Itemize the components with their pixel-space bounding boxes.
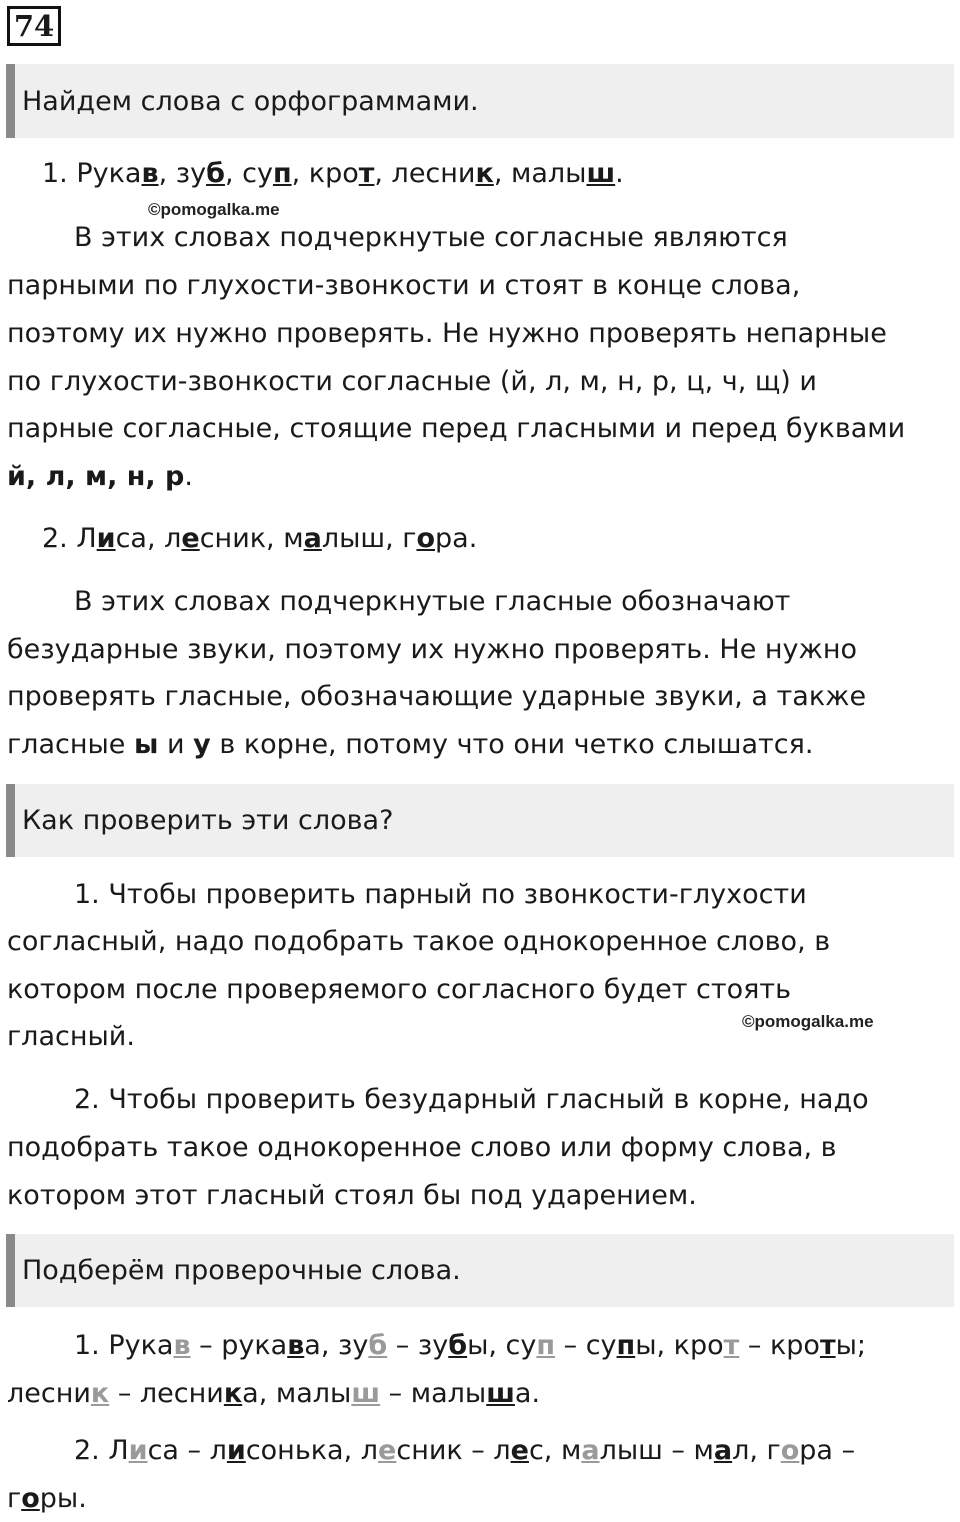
paragraph-line: котором после проверяемого согласного будет стоять	[7, 974, 792, 1005]
paragraph-line: гласные ы и у в корне, потому что они четко слышатся.	[7, 729, 814, 760]
paragraph-line: парными по глухости-звонкости и стоят в конце слова,	[7, 270, 801, 301]
vowel-words-line: 2. Лиса, лесник, малыш, гора.	[42, 523, 478, 554]
paragraph-line: гласный.	[7, 1021, 135, 1052]
paragraph-line: й, л, м, н, р.	[7, 461, 193, 492]
check-words-line: лесник – лесника, малыш – малыша.	[7, 1378, 541, 1409]
consonant-words-line: 1. Рукав, зуб, суп, крот, лесник, малыш.	[42, 158, 624, 189]
check-words-line: 1. Рукав – рукава, зуб – зубы, суп – супы, крот – кроты;	[74, 1330, 867, 1361]
paragraph-line: 2. Чтобы проверить безударный гласный в корне, надо	[74, 1084, 869, 1115]
paragraph-line: В этих словах подчеркнутые гласные обозначают	[74, 586, 791, 617]
paragraph-line: подобрать такое однокоренное слово или форму слова, в	[7, 1132, 837, 1163]
paragraph-line: безударные звуки, поэтому их нужно проверять. Не нужно	[7, 634, 858, 665]
section-header-how: Как проверить эти слова?	[6, 784, 954, 857]
paragraph-line: котором этот гласный стоял бы под ударением.	[7, 1180, 697, 1211]
paragraph-line: согласный, надо подобрать такое однокоренное слово, в	[7, 926, 831, 957]
paragraph-line: парные согласные, стоящие перед гласными и перед буквами	[7, 413, 906, 444]
paragraph-line: В этих словах подчеркнутые согласные являются	[74, 222, 788, 253]
paragraph-line: поэтому их нужно проверять. Не нужно проверять непарные	[7, 318, 887, 349]
check-words-line: 2. Лиса – лисонька, лесник – лес, малыш – мал, гора –	[74, 1435, 856, 1466]
watermark: ©pomogalka.me	[148, 200, 280, 219]
check-words-line: горы.	[7, 1483, 87, 1514]
section-header-pick: Подберём проверочные слова.	[6, 1234, 954, 1307]
watermark: ©pomogalka.me	[742, 1012, 874, 1031]
section-header-find: Найдем слова с орфограммами.	[6, 64, 954, 138]
paragraph-line: 1. Чтобы проверить парный по звонкости-глухости	[74, 879, 807, 910]
task-number: 74	[7, 6, 61, 46]
paragraph-line: по глухости-звонкости согласные (й, л, м, н, р, ц, ч, щ) и	[7, 366, 817, 397]
paragraph-line: проверять гласные, обозначающие ударные звуки, а также	[7, 681, 867, 712]
